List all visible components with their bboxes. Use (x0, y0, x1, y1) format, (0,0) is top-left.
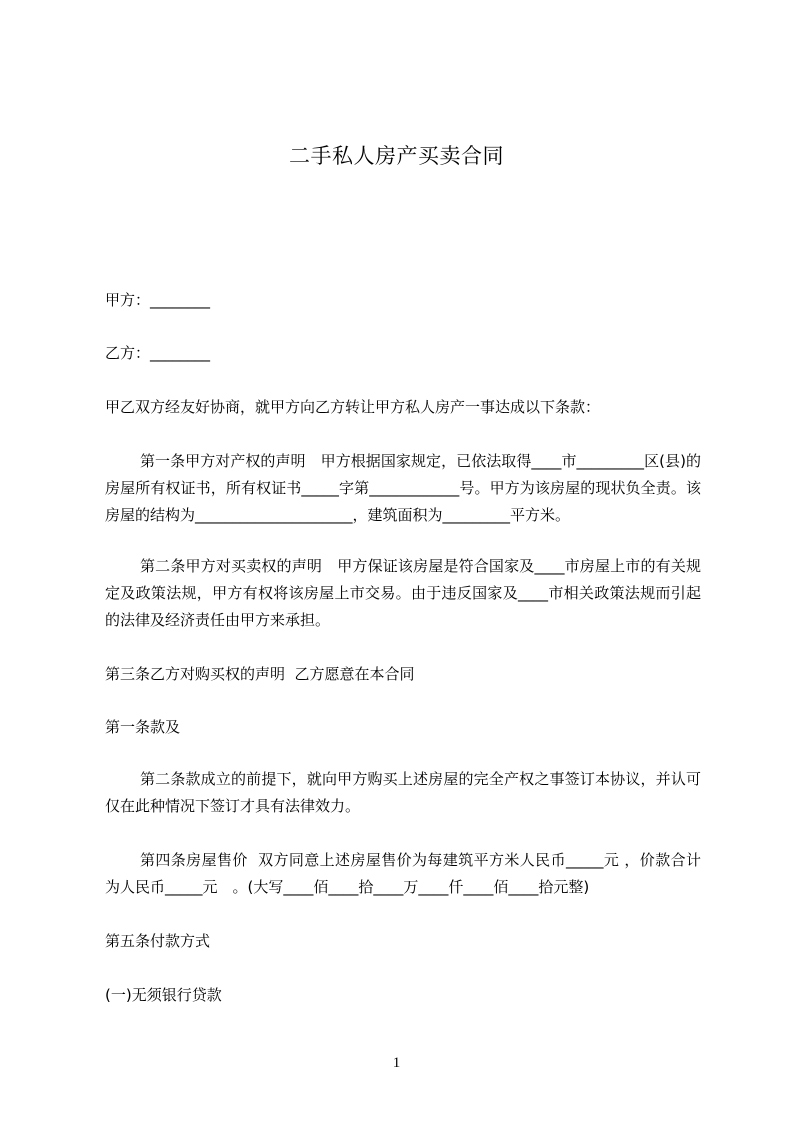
article-4-paragraph: 第四条房屋售价 双方同意上述房屋售价为每建筑平方米人民币_____元 ，价款合计为人民币_____元 。(大写____佰____拾____万____仟____佰____拾元整) (105, 851, 701, 896)
article-2-paragraph: 第二条甲方对买卖权的声明 甲方保证该房屋是符合国家及____市房屋上市的有关规定及政策法规，甲方有权将该房屋上市交易。由于违反国家及____市相关政策法规而引起的法律及经济责任由甲方来承担。 (105, 557, 701, 629)
party-b-line: 乙方：________ (105, 344, 211, 362)
clause-2-paragraph: 第二条款成立的前提下，就向甲方购买上述房屋的完全产权之事签订本协议，并认可仅在此种情况下签订才具有法律效力。 (105, 770, 701, 815)
page-number: 1 (392, 1055, 401, 1071)
article-5-heading: 第五条付款方式 (105, 932, 211, 950)
party-a-line: 甲方：________ (105, 291, 211, 309)
article-1-paragraph: 第一条甲方对产权的声明 甲方根据国家规定，已依法取得____市_________区(县)的房屋所有权证书，所有权证书_____字第____________号。甲方为该房屋的现状负全责。该房屋的结构为_____________________，建筑面积为_________平方米。 (105, 452, 701, 524)
clause-1-paragraph: 第一条款及 (105, 718, 181, 736)
document-title: 二手私人房产买卖合同 (289, 144, 504, 168)
payment-item-1: (一)无须银行贷款 (105, 986, 222, 1004)
article-3-paragraph: 第三条乙方对购买权的声明 乙方愿意在本合同 (105, 665, 415, 683)
intro-paragraph: 甲乙双方经友好协商，就甲方向乙方转让甲方私人房产一事达成以下条款： (105, 398, 601, 416)
